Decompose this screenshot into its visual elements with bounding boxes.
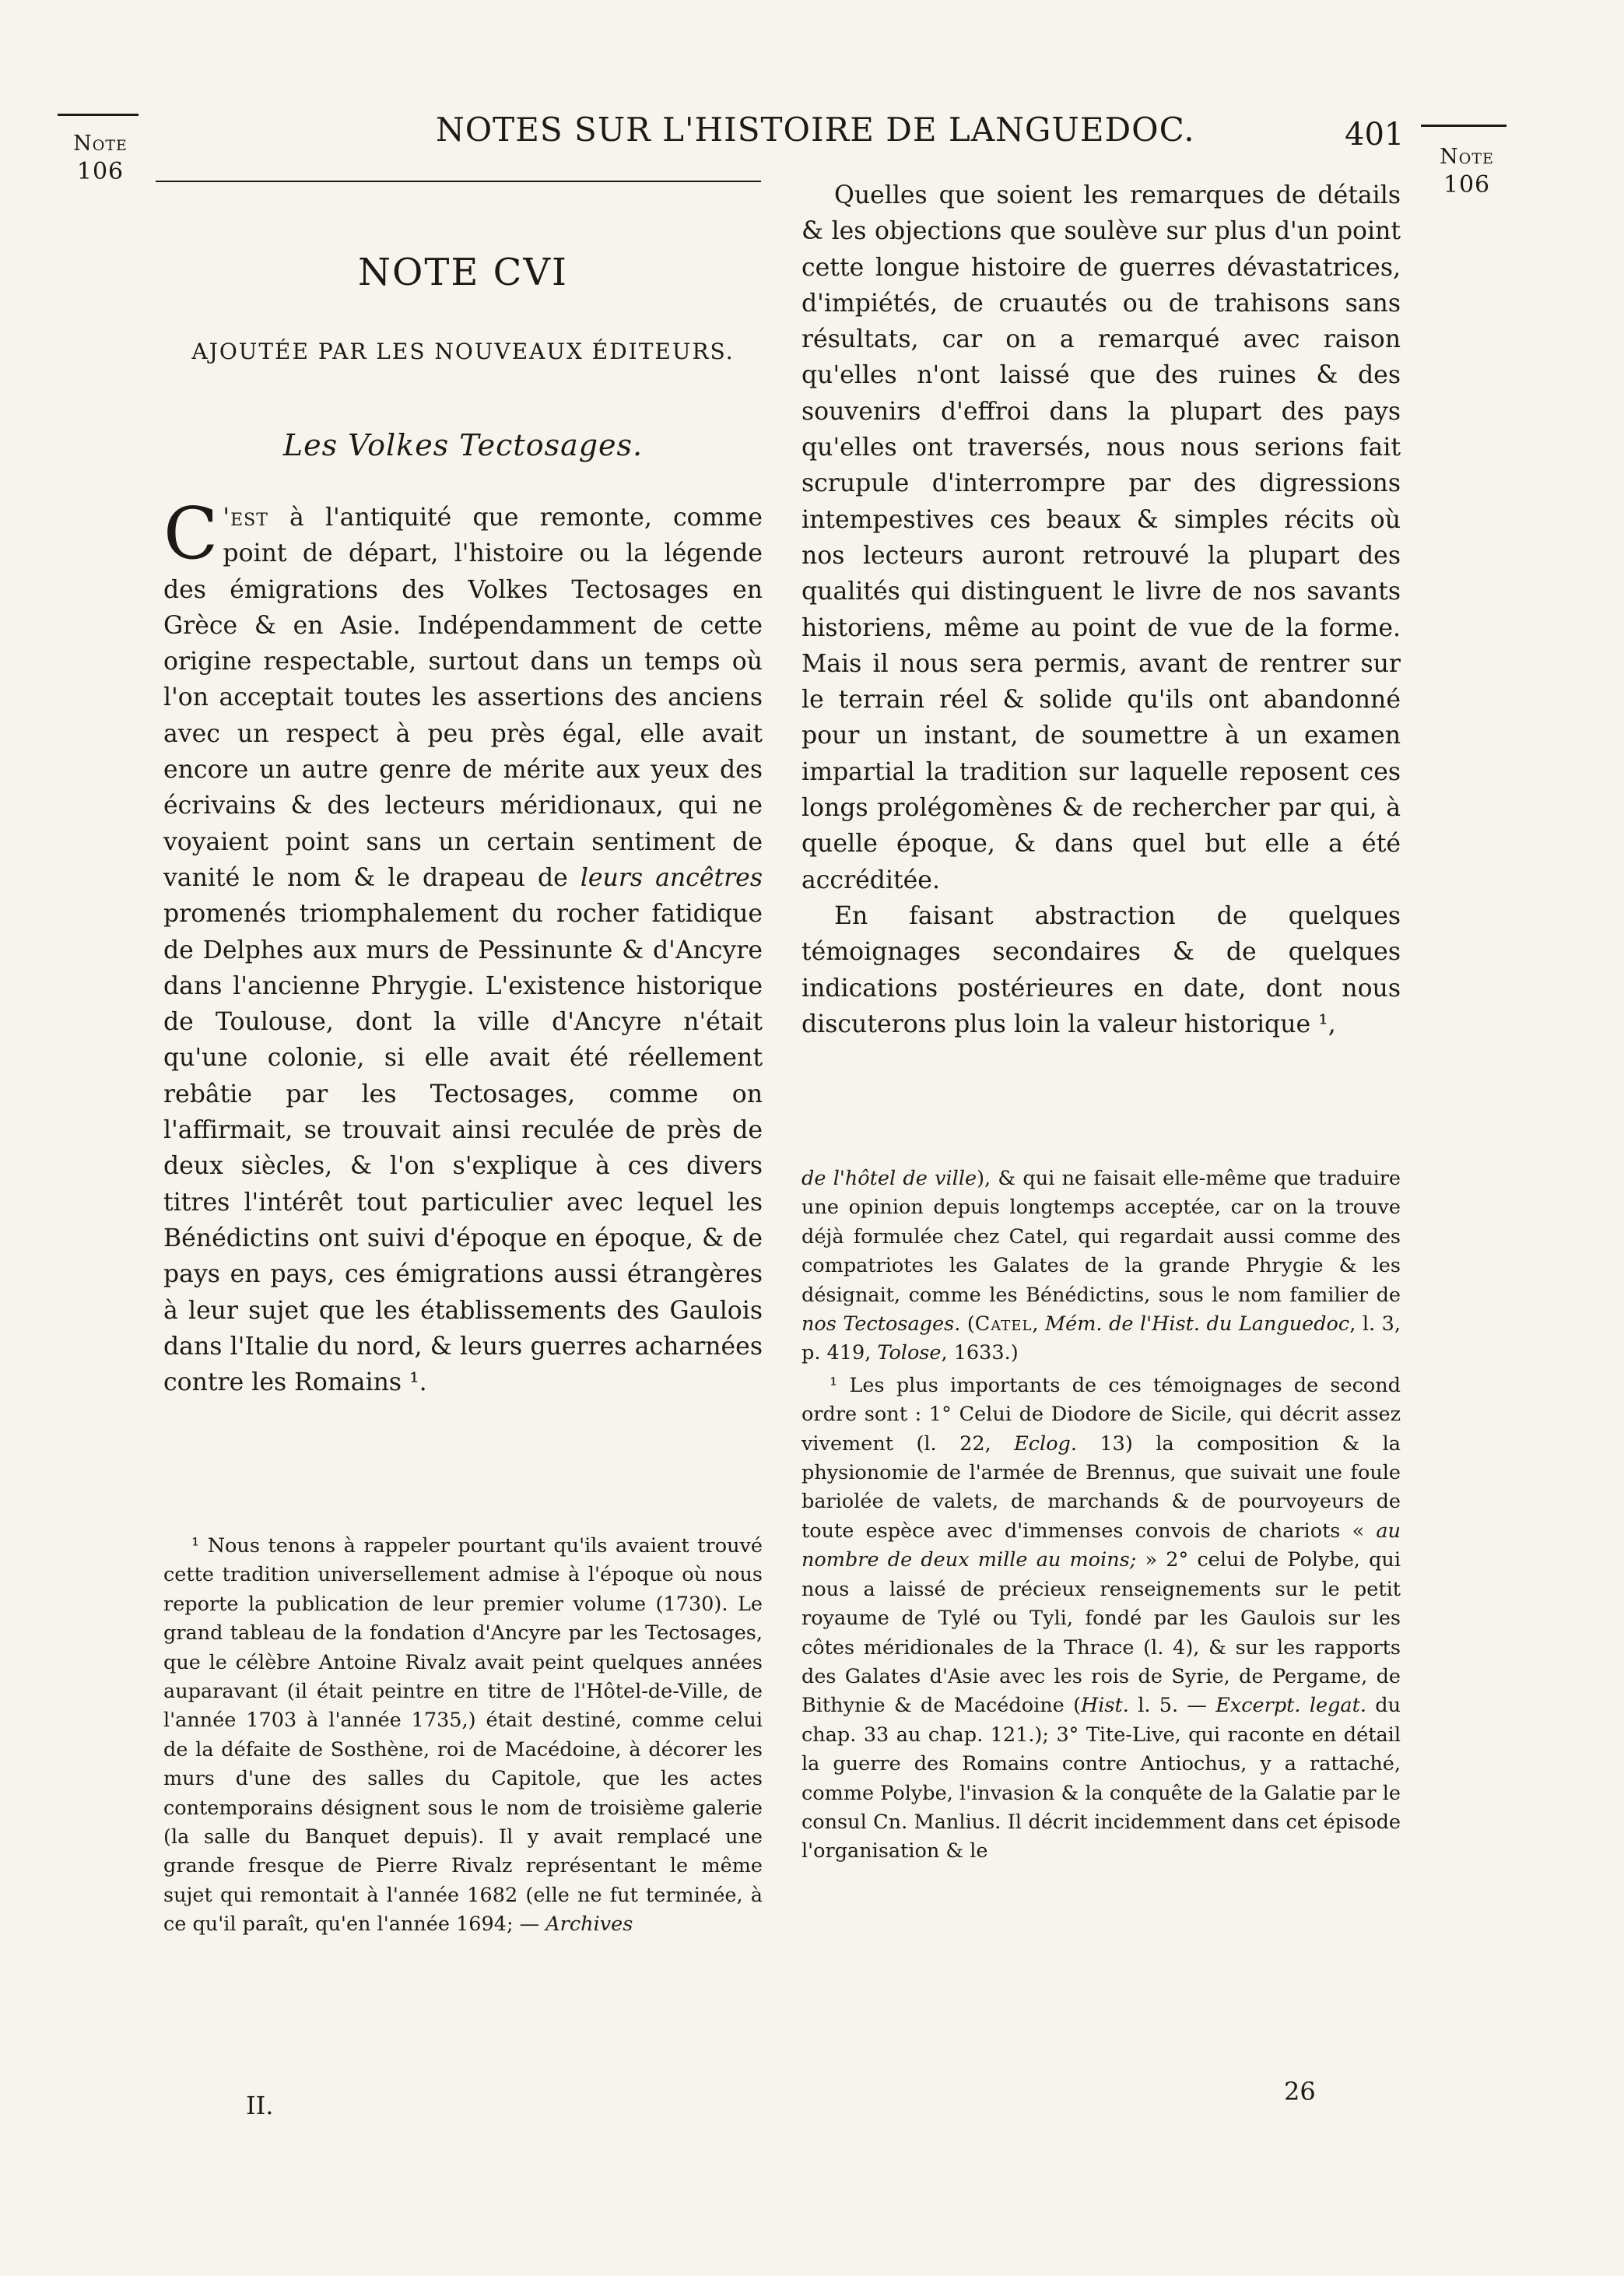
footnote-text: 13) la composition & la physionomie de l'armée de Brennus, que suivait une foule bariolée de valets, de marchands & de pourvoyeurs de toute espèce avec d'immenses convois de chariots « <box>801 1431 1401 1543</box>
italic-text: de l'hôtel de ville <box>801 1167 977 1190</box>
left-column-text <box>163 492 763 1400</box>
left-footnote <box>163 1532 763 1940</box>
margin-note-number: 106 <box>1443 170 1491 198</box>
signature-mark: 26 <box>1284 2077 1316 2106</box>
paragraph-text: à l'antiquité que remonte, comme point de départ, l'histoire ou la légende des émigrations des Volkes Tectosages en Grèce & en Asie. Indépendamment de cette origine respectable, surtout dans un temps où l'on acceptait toutes les assertions des anciens avec un respect à peu près égal, elle avait encore un autre genre de mérite aux yeux des écrivains & des lecteurs méridionaux, qui ne voyaient point sans un certain sentiment de vanité le nom & le drapeau de <box>163 504 763 892</box>
paragraph-text: promenés triomphalement du rocher fatidique de Delphes aux murs de Pessinunte & d'Ancyre dans l'ancienne Phrygie. L'existence historique de Toulouse, dont la ville d'Ancyre n'était qu'une colonie, si elle avait été réellement rebâtie par les Tectosages, comme on l'affirmait, se trouvait ainsi reculée de près de deux siècles, & l'on s'explique à ces divers titres l'intérêt tout particulier avec lequel les Bénédictins ont suivi d'époque en époque, & de pays en pays, ces émigrations aussi étrangères à leur sujet que les établissements des Gaulois dans l'Italie du nord, & leurs guerres acharnées contre les Romains ¹. <box>163 900 763 1397</box>
volume-number: II. <box>246 2091 274 2120</box>
note-title: NOTE CVI <box>357 251 568 294</box>
footnote-text: ¹ Nous tenons à rappeler pourtant qu'ils avaient trouvé cette tradition universellement admise à l'époque où nous reporte la publication de leur premier volume (1730). Le grand tableau de la fondation d'Ancyre par les Tectosages, que le célèbre Antoine Rivalz avait peint quelques années auparavant (il était peintre en titre de l'Hôtel-de-Ville, de l'année 1703 à l'année 1735,) était destiné, comme celui de la défaite de Sosthène, roi de Macédoine, à décorer les murs d'une des salles du Capitole, que les actes contemporains désignent sous le nom de troisième galerie (la salle du Banquet depuis). Il y avait remplacé une grande fresque de Pierre Rivalz représentant le même sujet qui remontait à l'année 1682 (elle ne fut terminée, à ce qu'il paraît, qu'en l'année 1694; — <box>163 1534 763 1937</box>
author-name: Catel <box>974 1312 1033 1336</box>
italic-text: Hist. <box>1081 1694 1129 1718</box>
paragraph: En faisant abstraction de quelques témoignages secondaires & de quelques indications postérieures en date, dont nous discuterons plus loin la valeur historique ¹, <box>801 901 1401 1038</box>
footnote-text: , 1633.) <box>941 1341 1019 1365</box>
page-number: 401 <box>1345 117 1405 153</box>
italic-text: Eclog. <box>1014 1431 1077 1456</box>
right-footnotes: de l'hôtel de ville), & qui ne faisait elle-même que traduire une opinion depuis longtemps acceptée, car on la trouve déjà formulée chez Catel, qui regardait aussi comme des compatriotes les Galates de la grande Phrygie & les désignait, comme les Bénédictins, sous le nom familier de nos Tectosages. (Catel, Mém. de l'Hist. du Languedoc, l. 3, p. 419, Tolose, 1633.) ¹ Les plus importants de ces témoignages de second ordre sont : 1° Celui de Diodore de Sicile, qui décrit assez vivement (l. 22, Eclog. 13) la composition & la physionomie de l'armée de Brennus, que suivait une foule bariolée de valets, de marchands & de pourvoyeurs de toute espèce avec d'immenses convois de chariots « au nombre de deux mille au moins; » 2° celui de Polybe, qui nous a laissé de précieux renseignements sur le petit royaume de Tylé ou Tyli, fondé par les Gaulois sur les côtes méridionales de la Thrace (l. 4), & sur les rapports des Galates d'Asie avec les rois de Syrie, de Pergame, de Bithynie & de Macédoine (Hist. l. 5. — Excerpt. legat. du chap. 33 au chap. 121.); 3° Tite-Live, qui raconte en détail la guerre des Romains contre Antiochus, y a rattaché, comme Polybe, l'invasion & la conquête de la Galatie par le consul Cn. Manlius. Il décrit incidemment dans cet épisode l'organisation & le <box>801 1167 1401 1863</box>
italic-text: Archives <box>545 1912 633 1937</box>
right-margin-rule <box>1421 125 1506 127</box>
running-header: NOTES SUR L'HISTOIRE DE LANGUEDOC. <box>436 111 1195 149</box>
italic-text: Excerpt. legat. <box>1215 1694 1366 1718</box>
footnote-text: , l. 3, p. 419, <box>801 1312 1401 1365</box>
note-subtitle: AJOUTÉE PAR LES NOUVEAUX ÉDITEURS. <box>191 339 735 364</box>
margin-note-label: Note <box>1440 145 1494 169</box>
left-margin-note <box>58 131 143 186</box>
footnote-text: ), & qui ne faisait elle-même que traduire une opinion depuis longtemps acceptée, car on la trouve déjà formulée chez Catel, qui regardait aussi comme des compatriotes les Galates de la grande Phrygie & les désignait, comme les Bénédictins, sous le nom familier de <box>801 1167 1401 1307</box>
margin-note-label: Note <box>73 132 128 156</box>
left-margin-rule <box>58 114 139 116</box>
footnote-text: ¹ Les plus importants de ces témoignages de second ordre sont : 1° Celui de Diodore de Sicile, qui décrit assez vivement (l. 22, <box>801 1373 1401 1456</box>
margin-note-number: 106 <box>76 157 125 185</box>
italic-text: leurs ancêtres <box>580 863 763 892</box>
right-column-text <box>801 177 1401 1042</box>
footnote-text: . ( <box>954 1312 975 1336</box>
footnote-text: du chap. 33 au chap. 121.); 3° Tite-Live, qui raconte en détail la guerre des Romains contre Antiochus, y a rattaché, comme Polybe, l'invasion & la conquête de la Galatie par le consul Cn. Manlius. Il décrit incidemment dans cet épisode l'organisation & le <box>801 1694 1401 1863</box>
italic-text: Mém. de l'Hist. du Languedoc <box>1045 1312 1350 1336</box>
italic-text: nos Tectosages <box>801 1312 955 1336</box>
drop-cap: C <box>163 492 219 575</box>
footnote-text: » 2° celui de Polybe, qui nous a laissé de précieux renseignements sur le petit royaume de Tylé ou Tyli, fondé par les Gaulois sur les côtes méridionales de la Thrace (l. 4), & sur les rapports des Galates d'Asie avec les rois de Syrie, de Pergame, de Bithynie & de Macédoine ( <box>801 1548 1401 1718</box>
paragraph: Quelles que soient les remarques de détails & les objections que soulève sur plus d'un point cette longue histoire de guerres dévastatrices, d'impiétés, de cruautés ou de trahisons sans résultats, car on a remarqué avec raison qu'elles n'ont laissé que des ruines & des souvenirs d'effroi dans la plupart des pays qu'elles ont traversés, nous nous serions fait scrupule d'interrompre par des digressions intempestives ces beaux & simples récits où nos lecteurs auront retrouvé la plupart des qualités qui distinguent le livre de nos savants historiens, même au point de vue de la forme. Mais il nous sera permis, avant de rentrer sur le terrain réel & solide qu'ils ont abandonné pour un instant, de soumettre à un examen impartial la tradition sur laquelle reposent ces longs prolégomènes & de rechercher par qui, à quelle époque, & dans quel but elle a été accréditée. <box>801 181 1401 894</box>
italic-text: Tolose <box>877 1341 942 1365</box>
section-title: Les Volkes Tectosages. <box>282 428 644 462</box>
right-margin-note <box>1424 144 1510 199</box>
first-word: 'est <box>223 504 268 532</box>
footnote-text: l. 5. — <box>1128 1694 1216 1718</box>
header-rule <box>156 181 761 182</box>
italic-text: au nombre de deux mille au moins; <box>801 1519 1401 1572</box>
